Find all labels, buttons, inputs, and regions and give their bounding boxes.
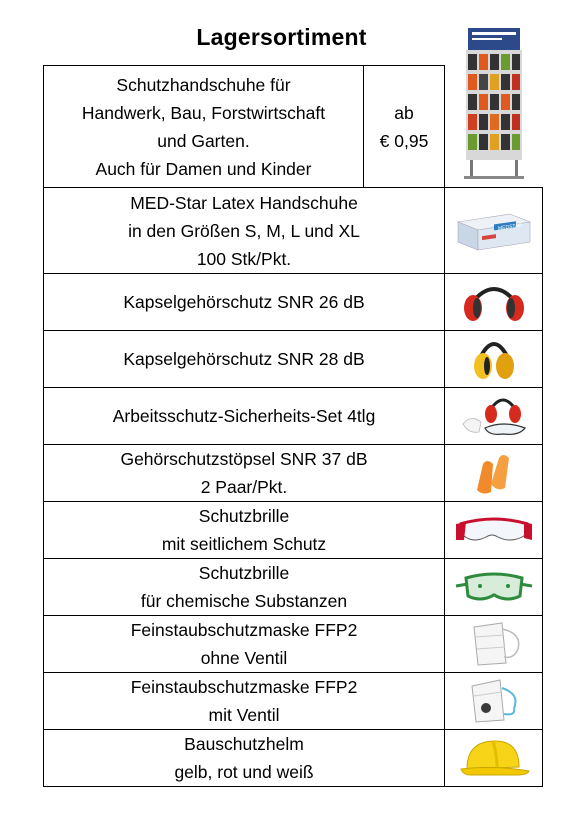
product-image-cell [445, 730, 543, 787]
product-image-cell [445, 274, 543, 331]
glove-box-icon [454, 210, 534, 252]
product-description: Kapselgehörschutz SNR 26 dB [44, 274, 445, 331]
table-row [44, 502, 543, 559]
ffp2-valve-mask-icon [464, 676, 524, 726]
product-description: Feinstaubschutzmaske FFP2 mit Ventil [44, 673, 445, 730]
product-image-cell [445, 331, 543, 388]
product-description: Bauschutzhelm gelb, rot und weiß [44, 730, 445, 787]
product-description: Kapselgehörschutz SNR 28 dB [44, 331, 445, 388]
table-row [44, 388, 543, 445]
chemical-goggles-icon [454, 568, 534, 606]
product-image-cell [445, 66, 543, 188]
product-image-cell [445, 616, 543, 673]
red-earmuffs-icon [461, 280, 527, 324]
product-image-cell [445, 188, 543, 274]
product-image-cell [445, 559, 543, 616]
product-image-cell [445, 445, 543, 502]
page-title: Lagersortiment [196, 24, 367, 50]
product-description: Schutzhandschuhe für Handwerk, Bau, Forstwirtschaft und Garten. Auch für Damen und Kinder [44, 66, 364, 188]
product-description: Feinstaubschutzmaske FFP2 ohne Ventil [44, 616, 445, 673]
glove-display-rack-icon [454, 26, 534, 186]
ffp2-mask-icon [464, 619, 524, 669]
table-row [44, 66, 543, 188]
table-row [44, 188, 543, 274]
product-description: Schutzbrille mit seitlichem Schutz [44, 502, 445, 559]
product-price: ab € 0,95 [364, 66, 445, 188]
table-row [44, 274, 543, 331]
safety-glasses-icon [454, 510, 534, 550]
product-image-cell [445, 673, 543, 730]
product-description: Schutzbrille für chemische Substanzen [44, 559, 445, 616]
product-description: Arbeitsschutz-Sicherheits-Set 4tlg [44, 388, 445, 445]
table-row [44, 673, 543, 730]
svg-text:MEDSTAR: MEDSTAR [497, 221, 522, 232]
product-image-cell [445, 502, 543, 559]
hard-hat-icon [457, 735, 531, 781]
earplugs-icon [469, 450, 519, 496]
product-description: MED-Star Latex Handschuhe in den Größen S, M, L und XL 100 Stk/Pkt. [44, 188, 445, 274]
table-row [44, 331, 543, 388]
table-row [44, 559, 543, 616]
table-row [44, 616, 543, 673]
safety-set-icon [459, 392, 529, 440]
table-row [44, 445, 543, 502]
product-image-cell [445, 388, 543, 445]
yellow-earmuffs-icon [469, 334, 519, 384]
product-table [43, 65, 543, 787]
table-row [44, 730, 543, 787]
product-description: Gehörschutzstöpsel SNR 37 dB 2 Paar/Pkt. [44, 445, 445, 502]
